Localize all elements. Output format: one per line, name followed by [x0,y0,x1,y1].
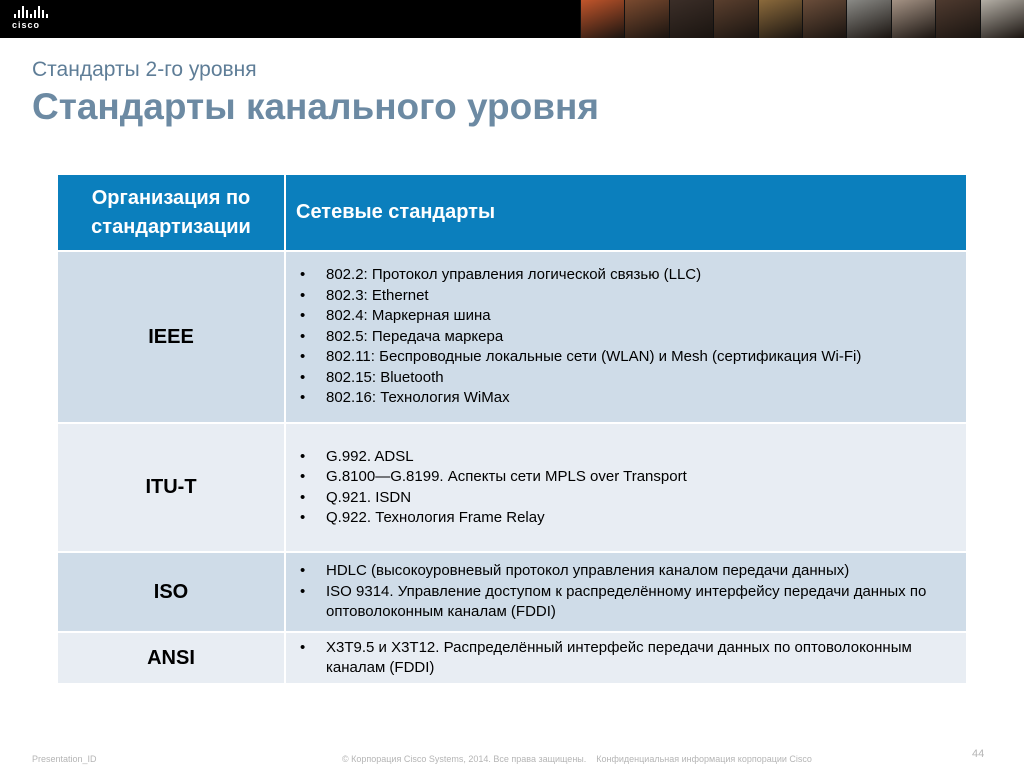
photo-mosaic-art [758,0,802,38]
list-item: • 802.15: Bluetooth [300,368,960,389]
organization-cell: IEEE [57,251,285,423]
cisco-logo [12,6,64,34]
photo-asian-student [891,0,935,38]
cisco-wordmark: cisco [12,20,41,30]
photo-student-smiling [713,0,757,38]
organization-cell: ISO [57,552,285,632]
list-item: • G.8100—G.8199. Аспекты сети MPLS over Transport [300,467,960,488]
list-item: • ISO 9314. Управление доступом к распределённому интерфейсу передачи данных по оптоволоконным каналам (FDDI) [300,582,960,623]
standards-cell [285,251,967,423]
slide-subtitle: Стандарты 2-го уровня [32,58,257,81]
standards-cell [285,552,967,632]
photo-woman-hair [802,0,846,38]
list-item: • HDLC (высокоуровневый протокол управления каналом передачи данных) [300,561,960,582]
slide-title: Стандарты канального уровня [32,86,599,127]
list-item: • 802.5: Передача маркера [300,327,960,348]
photo-autumn-leaves [580,0,624,38]
page-number: 44 [972,748,985,760]
list-item: • 802.11: Беспроводные локальные сети (WLAN) и Mesh (сертификация Wi-Fi) [300,347,960,368]
list-item: • 802.3: Ethernet [300,286,960,307]
cisco-bars-icon [14,6,64,18]
footer-presentation-id: Presentation_ID [32,754,97,764]
list-item: • 802.16: Технология WiMax [300,388,960,409]
organization-cell: ANSI [57,632,285,684]
standards-cell [285,632,967,684]
list-item: • Q.922. Технология Frame Relay [300,508,960,529]
list-item: • 802.2: Протокол управления логической связью (LLC) [300,265,960,286]
table-row [57,423,967,552]
list-item: • X3T9.5 и X3T12. Распределённый интерфейс передачи данных по оптоволоконным каналам (FDDI) [300,638,960,679]
header-bar [0,0,1024,38]
footer-copyright: © Корпорация Cisco Systems, 2014. Все права защищены. Конфиденциальная информация корпорации Cisco [342,754,812,764]
table-row [57,251,967,423]
photo-man-glasses [935,0,979,38]
standards-table [56,173,968,685]
photo-student-man-cap [669,0,713,38]
photo-woman-headscarf [846,0,890,38]
list-item: • G.992. ADSL [300,447,960,468]
standards-cell [285,423,967,552]
standards-list [286,447,966,529]
organization-cell: ITU-T [57,423,285,552]
list-item: • 802.4: Маркерная шина [300,306,960,327]
list-item: • Q.921. ISDN [300,488,960,509]
table-row [57,552,967,632]
standards-list [286,561,966,623]
photo-strip [580,0,1024,38]
standards-list [286,265,966,409]
standards-list [286,638,966,679]
photo-student-woman [624,0,668,38]
table-header-row [57,174,967,251]
photo-man-white-cap [980,0,1024,38]
header-standards: Сетевые стандарты [285,174,967,251]
table-row [57,632,967,684]
header-organization: Организация по стандартизации [57,174,285,251]
